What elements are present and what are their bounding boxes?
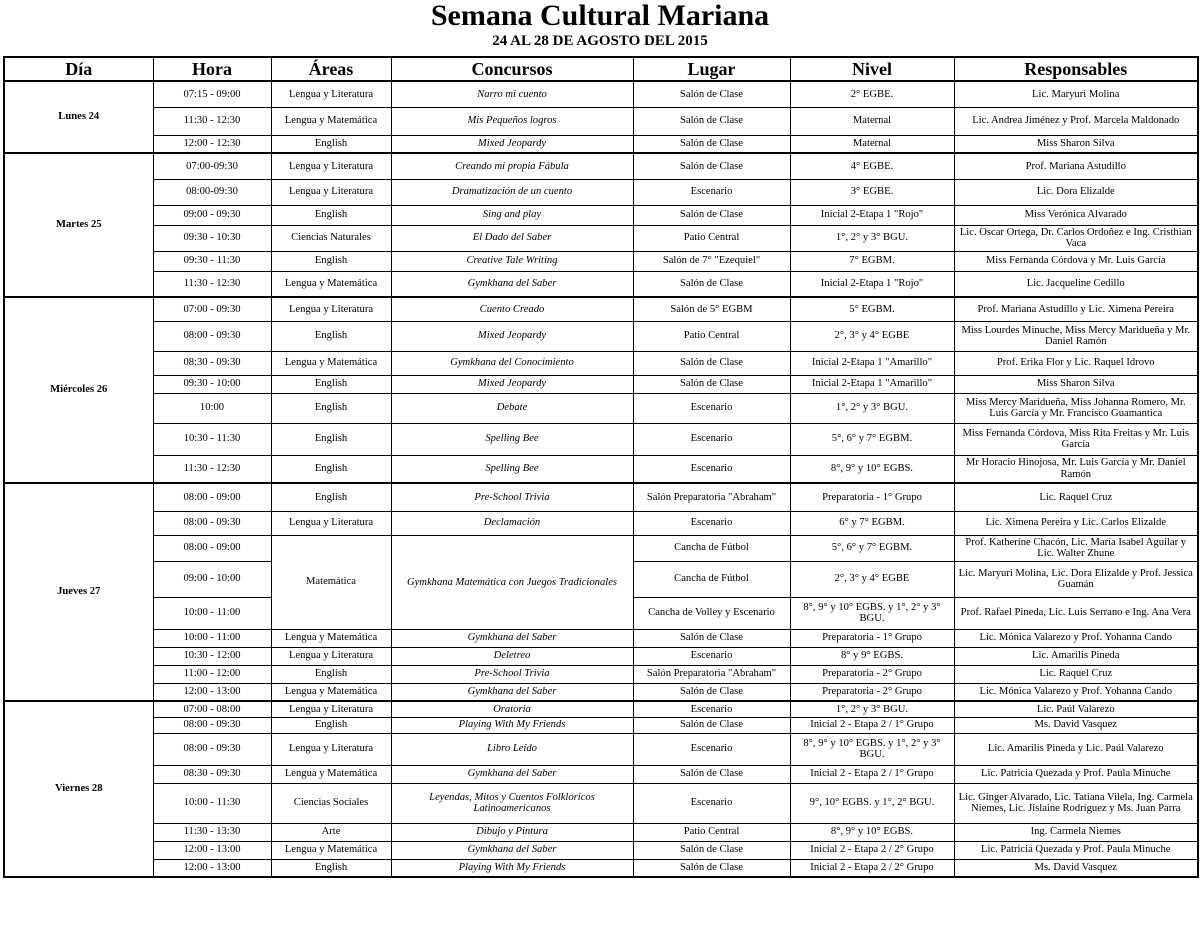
area-cell: English <box>271 455 391 483</box>
day-cell: Jueves 27 <box>4 483 153 701</box>
concurso-cell: Gymkhana del Saber <box>391 271 633 297</box>
responsables-cell: Lic. Mónica Valarezo y Prof. Yohanna Cando <box>954 629 1198 647</box>
area-cell: Lengua y Literatura <box>271 511 391 535</box>
responsables-cell: Miss Fernanda Córdova y Mr. Luis García <box>954 251 1198 271</box>
hora-cell: 08:00 - 09:00 <box>153 535 271 561</box>
concurso-cell: Debate <box>391 393 633 423</box>
header-row <box>4 57 1198 81</box>
hora-cell: 07:00-09:30 <box>153 153 271 179</box>
nivel-cell: 3° EGBE. <box>790 179 954 205</box>
table-row <box>4 629 1198 647</box>
responsables-cell: Lic. Oscar Ortega, Dr. Carlos Ordoñez e Ing. Cristhian Vaca <box>954 225 1198 251</box>
table-row <box>4 393 1198 423</box>
day-cell: Miércoles 26 <box>4 297 153 483</box>
lugar-cell: Escenario <box>633 423 790 455</box>
responsables-cell: Lic. Mónica Valarezo y Prof. Yohanna Cando <box>954 683 1198 701</box>
responsables-cell: Miss Fernanda Córdova, Miss Rita Freitas y Mr. Luis García <box>954 423 1198 455</box>
responsables-cell: Miss Sharon Silva <box>954 135 1198 153</box>
concurso-cell: Pre-School Trivia <box>391 665 633 683</box>
concurso-cell: Playing With My Friends <box>391 859 633 877</box>
header-responsables: Responsables <box>954 57 1198 81</box>
responsables-cell: Lic. Raquel Cruz <box>954 483 1198 511</box>
area-cell: English <box>271 321 391 351</box>
concurso-cell: Gymkhana del Saber <box>391 765 633 783</box>
lugar-cell: Salón de Clase <box>633 135 790 153</box>
table-row <box>4 251 1198 271</box>
lugar-cell: Salón de Clase <box>633 683 790 701</box>
hora-cell: 11:30 - 12:30 <box>153 271 271 297</box>
area-cell: Lengua y Literatura <box>271 701 391 717</box>
concurso-cell: Libro Leído <box>391 733 633 765</box>
lugar-cell: Escenario <box>633 511 790 535</box>
responsables-cell: Lic. Ginger Alvarado, Lic. Tatiana Vilela, Ing. Carmela Niemes, Lic. Jislaine Rodríguez y Ms. Juan Parra <box>954 783 1198 823</box>
concurso-cell: Deletreo <box>391 647 633 665</box>
hora-cell: 09:00 - 09:30 <box>153 205 271 225</box>
area-cell: English <box>271 251 391 271</box>
table-row <box>4 107 1198 135</box>
responsables-cell: Prof. Mariana Astudillo <box>954 153 1198 179</box>
hora-cell: 10:00 - 11:00 <box>153 629 271 647</box>
table-row <box>4 297 1198 321</box>
header-hora: Hora <box>153 57 271 81</box>
responsables-cell: Lic. Jacqueline Cedillo <box>954 271 1198 297</box>
lugar-cell: Salón de Clase <box>633 859 790 877</box>
responsables-cell: Ms. David Vasquez <box>954 717 1198 733</box>
nivel-cell: 2° EGBE. <box>790 81 954 107</box>
table-row <box>4 859 1198 877</box>
table-row <box>4 351 1198 375</box>
nivel-cell: 1°, 2° y 3° BGU. <box>790 701 954 717</box>
responsables-cell: Lic. Dora Elizalde <box>954 179 1198 205</box>
table-row <box>4 81 1198 107</box>
area-cell: English <box>271 859 391 877</box>
lugar-cell: Escenario <box>633 647 790 665</box>
table-row <box>4 823 1198 841</box>
hora-cell: 08:30 - 09:30 <box>153 765 271 783</box>
lugar-cell: Escenario <box>633 783 790 823</box>
table-row <box>4 423 1198 455</box>
lugar-cell: Escenario <box>633 701 790 717</box>
lugar-cell: Salón de Clase <box>633 629 790 647</box>
responsables-cell: Lic. Paúl Valarezo <box>954 701 1198 717</box>
concurso-cell: Leyendas, Mitos y Cuentos Folkloricos Latinoamericanos <box>391 783 633 823</box>
nivel-cell: Inicial 2-Etapa 1 "Rojo" <box>790 205 954 225</box>
hora-cell: 10:00 - 11:00 <box>153 597 271 629</box>
hora-cell: 08:30 - 09:30 <box>153 351 271 375</box>
concurso-cell: Mixed Jeopardy <box>391 321 633 351</box>
table-row <box>4 665 1198 683</box>
concurso-cell: Mis Pequeños logros <box>391 107 633 135</box>
concurso-cell: Gymkhana del Saber <box>391 683 633 701</box>
hora-cell: 12:00 - 12:30 <box>153 135 271 153</box>
table-row <box>4 375 1198 393</box>
hora-cell: 10:00 <box>153 393 271 423</box>
table-row <box>4 841 1198 859</box>
hora-cell: 09:30 - 10:30 <box>153 225 271 251</box>
table-row <box>4 733 1198 765</box>
area-cell: English <box>271 665 391 683</box>
nivel-cell: 1°, 2° y 3° BGU. <box>790 225 954 251</box>
hora-cell: 12:00 - 13:00 <box>153 683 271 701</box>
area-cell: Matemática <box>271 535 391 629</box>
lugar-cell: Salón de Clase <box>633 351 790 375</box>
hora-cell: 11:00 - 12:00 <box>153 665 271 683</box>
area-cell: Lengua y Literatura <box>271 179 391 205</box>
area-cell: English <box>271 205 391 225</box>
responsables-cell: Miss Lourdes Minuche, Miss Mercy Maridueña y Mr. Daniel Ramón <box>954 321 1198 351</box>
concurso-cell: Oratoria <box>391 701 633 717</box>
nivel-cell: 8°, 9° y 10° EGBS. <box>790 823 954 841</box>
hora-cell: 08:00 - 09:30 <box>153 717 271 733</box>
responsables-cell: Mr Horacio Hinojosa, Mr. Luis García y Mr. Daniel Ramón <box>954 455 1198 483</box>
table-row <box>4 225 1198 251</box>
hora-cell: 12:00 - 13:00 <box>153 859 271 877</box>
concurso-cell: Narro mi cuento <box>391 81 633 107</box>
area-cell: Lengua y Matemática <box>271 271 391 297</box>
concurso-cell: El Dado del Saber <box>391 225 633 251</box>
table-row <box>4 179 1198 205</box>
concurso-cell: Mixed Jeopardy <box>391 135 633 153</box>
nivel-cell: Preparatoria - 1° Grupo <box>790 629 954 647</box>
hora-cell: 08:00 - 09:30 <box>153 511 271 535</box>
nivel-cell: 8°, 9° y 10° EGBS. <box>790 455 954 483</box>
page-subtitle: 24 AL 28 DE AGOSTO DEL 2015 <box>492 33 708 49</box>
concurso-cell: Dramatización de un cuento <box>391 179 633 205</box>
area-cell: English <box>271 717 391 733</box>
nivel-cell: Inicial 2 - Etapa 2 / 2° Grupo <box>790 859 954 877</box>
day-cell: Lunes 24 <box>4 81 153 153</box>
concurso-cell: Gymkhana Matemática con Juegos Tradicionales <box>391 535 633 629</box>
responsables-cell: Prof. Katherine Chacón, Lic. María Isabel Aguilar y Lic. Walter Zhune <box>954 535 1198 561</box>
hora-cell: 08:00-09:30 <box>153 179 271 205</box>
lugar-cell: Salón de 7° "Ezequiel" <box>633 251 790 271</box>
concurso-cell: Dibujo y Pintura <box>391 823 633 841</box>
hora-cell: 11:30 - 12:30 <box>153 455 271 483</box>
lugar-cell: Cancha de Fútbol <box>633 561 790 597</box>
responsables-cell: Lic. Ximena Pereira y Lic. Carlos Elizalde <box>954 511 1198 535</box>
nivel-cell: Inicial 2-Etapa 1 "Amarillo" <box>790 351 954 375</box>
lugar-cell: Escenario <box>633 393 790 423</box>
lugar-cell: Salón de 5° EGBM <box>633 297 790 321</box>
nivel-cell: 8° y 9° EGBS. <box>790 647 954 665</box>
header-dia: Día <box>4 57 153 81</box>
concurso-cell: Mixed Jeopardy <box>391 375 633 393</box>
lugar-cell: Salón de Clase <box>633 375 790 393</box>
nivel-cell: Inicial 2 - Etapa 2 / 1° Grupo <box>790 765 954 783</box>
table-row <box>4 135 1198 153</box>
hora-cell: 11:30 - 12:30 <box>153 107 271 135</box>
area-cell: Lengua y Matemática <box>271 841 391 859</box>
table-row <box>4 535 1198 561</box>
hora-cell: 07:00 - 08:00 <box>153 701 271 717</box>
table-row <box>4 683 1198 701</box>
area-cell: Lengua y Literatura <box>271 733 391 765</box>
hora-cell: 08:00 - 09:30 <box>153 733 271 765</box>
area-cell: Lengua y Literatura <box>271 647 391 665</box>
nivel-cell: 8°, 9° y 10° EGBS. y 1°, 2° y 3° BGU. <box>790 733 954 765</box>
hora-cell: 10:00 - 11:30 <box>153 783 271 823</box>
concurso-cell: Creando mi propia Fábula <box>391 153 633 179</box>
nivel-cell: 7° EGBM. <box>790 251 954 271</box>
nivel-cell: Preparatoria - 2° Grupo <box>790 683 954 701</box>
responsables-cell: Miss Mercy Maridueña, Miss Johanna Romero, Mr. Luis García y Mr. Francisco Guamantica <box>954 393 1198 423</box>
lugar-cell: Salón de Clase <box>633 107 790 135</box>
area-cell: Lengua y Matemática <box>271 629 391 647</box>
responsables-cell: Ms. David Vasquez <box>954 859 1198 877</box>
hora-cell: 07:15 - 09:00 <box>153 81 271 107</box>
lugar-cell: Patio Central <box>633 321 790 351</box>
table-row <box>4 205 1198 225</box>
concurso-cell: Gymkhana del Conocimiento <box>391 351 633 375</box>
table-row <box>4 153 1198 179</box>
hora-cell: 07:00 - 09:30 <box>153 297 271 321</box>
table-row <box>4 783 1198 823</box>
nivel-cell: 5°, 6° y 7° EGBM. <box>790 535 954 561</box>
schedule-table <box>3 56 1199 878</box>
nivel-cell: 4° EGBE. <box>790 153 954 179</box>
responsables-cell: Lic. Andrea Jiménez y Prof. Marcela Maldonado <box>954 107 1198 135</box>
lugar-cell: Escenario <box>633 733 790 765</box>
concurso-cell: Cuento Creado <box>391 297 633 321</box>
table-row <box>4 483 1198 511</box>
lugar-cell: Salón Preparatoria "Abraham" <box>633 483 790 511</box>
area-cell: English <box>271 423 391 455</box>
lugar-cell: Cancha de Fútbol <box>633 535 790 561</box>
nivel-cell: Inicial 2-Etapa 1 "Amarillo" <box>790 375 954 393</box>
concurso-cell: Sing and play <box>391 205 633 225</box>
concurso-cell: Playing With My Friends <box>391 717 633 733</box>
hora-cell: 08:00 - 09:00 <box>153 483 271 511</box>
area-cell: Ciencias Sociales <box>271 783 391 823</box>
table-row <box>4 321 1198 351</box>
table-row <box>4 765 1198 783</box>
concurso-cell: Spelling Bee <box>391 423 633 455</box>
concurso-cell: Gymkhana del Saber <box>391 629 633 647</box>
lugar-cell: Cancha de Volley y Escenario <box>633 597 790 629</box>
table-row <box>4 717 1198 733</box>
nivel-cell: 5°, 6° y 7° EGBM. <box>790 423 954 455</box>
nivel-cell: Inicial 2-Etapa 1 "Rojo" <box>790 271 954 297</box>
lugar-cell: Salón de Clase <box>633 81 790 107</box>
responsables-cell: Miss Sharon Silva <box>954 375 1198 393</box>
day-cell: Martes 25 <box>4 153 153 297</box>
responsables-cell: Prof. Rafael Pineda, Lic. Luis Serrano e Ing. Ana Vera <box>954 597 1198 629</box>
header-areas: Áreas <box>271 57 391 81</box>
concurso-cell: Spelling Bee <box>391 455 633 483</box>
area-cell: English <box>271 393 391 423</box>
table-row <box>4 647 1198 665</box>
responsables-cell: Lic. Patricia Quezada y Prof. Paula Minuche <box>954 765 1198 783</box>
area-cell: Lengua y Literatura <box>271 297 391 321</box>
table-row <box>4 455 1198 483</box>
responsables-cell: Prof. Mariana Astudillo y Lic. Ximena Pereira <box>954 297 1198 321</box>
nivel-cell: 2°, 3° y 4° EGBE <box>790 321 954 351</box>
nivel-cell: 5° EGBM. <box>790 297 954 321</box>
header-concursos: Concursos <box>391 57 633 81</box>
hora-cell: 09:30 - 10:00 <box>153 375 271 393</box>
lugar-cell: Salón de Clase <box>633 841 790 859</box>
header-lugar: Lugar <box>633 57 790 81</box>
table-row <box>4 701 1198 717</box>
area-cell: Lengua y Matemática <box>271 351 391 375</box>
area-cell: English <box>271 483 391 511</box>
lugar-cell: Salón de Clase <box>633 205 790 225</box>
area-cell: Lengua y Literatura <box>271 153 391 179</box>
area-cell: Lengua y Matemática <box>271 107 391 135</box>
area-cell: Ciencias Naturales <box>271 225 391 251</box>
nivel-cell: 9°, 10° EGBS. y 1°, 2° BGU. <box>790 783 954 823</box>
lugar-cell: Escenario <box>633 455 790 483</box>
area-cell: English <box>271 135 391 153</box>
hora-cell: 11:30 - 13:30 <box>153 823 271 841</box>
concurso-cell: Gymkhana del Saber <box>391 841 633 859</box>
hora-cell: 10:30 - 12:00 <box>153 647 271 665</box>
nivel-cell: Inicial 2 - Etapa 2 / 1° Grupo <box>790 717 954 733</box>
area-cell: Lengua y Literatura <box>271 81 391 107</box>
nivel-cell: 2°, 3° y 4° EGBE <box>790 561 954 597</box>
hora-cell: 08:00 - 09:30 <box>153 321 271 351</box>
area-cell: English <box>271 375 391 393</box>
responsables-cell: Lic. Maryuri Molina <box>954 81 1198 107</box>
area-cell: Lengua y Matemática <box>271 765 391 783</box>
responsables-cell: Prof. Erika Flor y Lic. Raquel Idrovo <box>954 351 1198 375</box>
header-nivel: Nivel <box>790 57 954 81</box>
responsables-cell: Ing. Carmela Niemes <box>954 823 1198 841</box>
area-cell: Lengua y Matemática <box>271 683 391 701</box>
responsables-cell: Lic. Maryuri Molina, Lic. Dora Elizalde y Prof. Jessica Guamán <box>954 561 1198 597</box>
lugar-cell: Salón Preparatoria "Abraham" <box>633 665 790 683</box>
nivel-cell: Preparatoria - 2° Grupo <box>790 665 954 683</box>
concurso-cell: Creative Tale Writing <box>391 251 633 271</box>
area-cell: Arte <box>271 823 391 841</box>
concurso-cell: Declamación <box>391 511 633 535</box>
concurso-cell: Pre-School Trivia <box>391 483 633 511</box>
nivel-cell: Maternal <box>790 135 954 153</box>
nivel-cell: Preparatoria - 1° Grupo <box>790 483 954 511</box>
page-title: Semana Cultural Mariana <box>430 0 770 32</box>
hora-cell: 09:30 - 11:30 <box>153 251 271 271</box>
hora-cell: 12:00 - 13:00 <box>153 841 271 859</box>
responsables-cell: Lic. Amarilis Pineda y Lic. Paúl Valarezo <box>954 733 1198 765</box>
nivel-cell: 6° y 7° EGBM. <box>790 511 954 535</box>
lugar-cell: Salón de Clase <box>633 765 790 783</box>
lugar-cell: Salón de Clase <box>633 153 790 179</box>
hora-cell: 09:00 - 10:00 <box>153 561 271 597</box>
nivel-cell: Inicial 2 - Etapa 2 / 2° Grupo <box>790 841 954 859</box>
lugar-cell: Patio Central <box>633 823 790 841</box>
lugar-cell: Escenario <box>633 179 790 205</box>
nivel-cell: 8°, 9° y 10° EGBS. y 1°, 2° y 3° BGU. <box>790 597 954 629</box>
day-cell: Viernes 28 <box>4 701 153 877</box>
nivel-cell: 1°, 2° y 3° BGU. <box>790 393 954 423</box>
responsables-cell: Miss Verónica Alvarado <box>954 205 1198 225</box>
lugar-cell: Salón de Clase <box>633 271 790 297</box>
table-row <box>4 271 1198 297</box>
responsables-cell: Lic. Raquel Cruz <box>954 665 1198 683</box>
nivel-cell: Maternal <box>790 107 954 135</box>
responsables-cell: Lic. Patricia Quezada y Prof. Paula Minuche <box>954 841 1198 859</box>
lugar-cell: Salón de Clase <box>633 717 790 733</box>
lugar-cell: Patio Central <box>633 225 790 251</box>
hora-cell: 10:30 - 11:30 <box>153 423 271 455</box>
table-row <box>4 511 1198 535</box>
responsables-cell: Lic. Amarilis Pineda <box>954 647 1198 665</box>
